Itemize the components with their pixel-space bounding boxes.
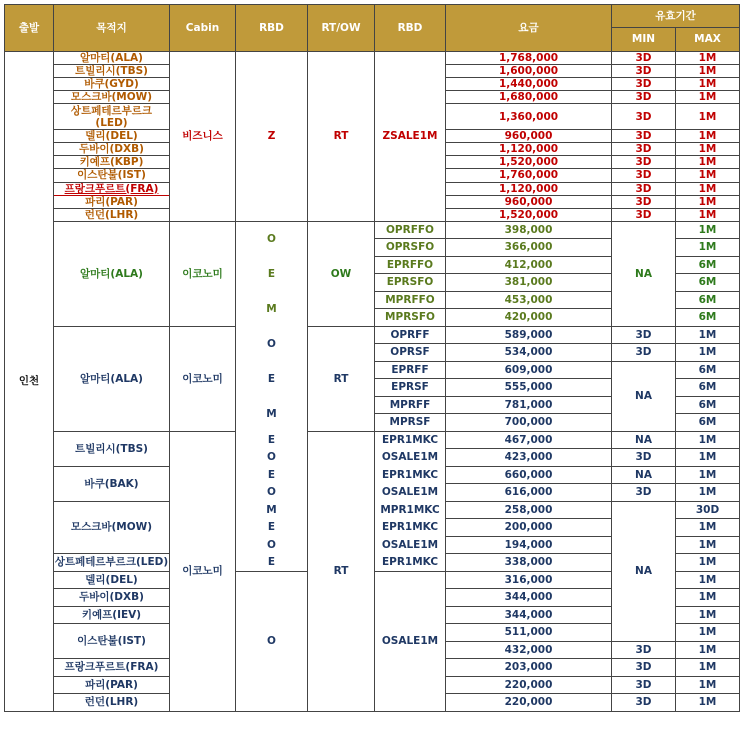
rt-rbd: M [236, 396, 308, 431]
biz-max: 1M [676, 91, 740, 104]
rt-max: 6M [676, 396, 740, 414]
rt-fare: 700,000 [446, 414, 612, 432]
biz-max: 1M [676, 156, 740, 169]
rt-fare: 534,000 [446, 344, 612, 362]
biz-max: 1M [676, 65, 740, 78]
biz-fare: 1,600,000 [446, 65, 612, 78]
biz-dest: 바쿠(GYD) [54, 78, 170, 91]
eco-dest: 파리(PAR) [54, 676, 170, 694]
eco-rbd: E [236, 519, 308, 537]
header-min: MIN [612, 28, 676, 52]
rt-max: 6M [676, 361, 740, 379]
header-rbd2: RBD [375, 5, 446, 52]
biz-fare: 960,000 [446, 195, 612, 208]
biz-rbd: Z [236, 52, 308, 222]
eco-fare: 338,000 [446, 554, 612, 572]
biz-dest: 알마티(ALA) [54, 52, 170, 65]
biz-dest: 상트페테르부르크 (LED) [54, 104, 170, 130]
biz-max: 1M [676, 78, 740, 91]
eco-rbd2: OSALE1M [375, 484, 446, 502]
header-max: MAX [676, 28, 740, 52]
eco-min: NA [612, 431, 676, 449]
rt-fare: 609,000 [446, 361, 612, 379]
table-row [5, 431, 740, 449]
rt-rbd: O [236, 326, 308, 361]
eco-fare: 194,000 [446, 536, 612, 554]
rt-max: 6M [676, 379, 740, 397]
eco-rbd2-osale: OSALE1M [375, 571, 446, 711]
biz-fare: 1,680,000 [446, 91, 612, 104]
biz-cabin: 비즈니스 [170, 52, 236, 222]
eco-rbd2: OSALE1M [375, 449, 446, 467]
eco-max: 1M [676, 694, 740, 712]
ow-rtow: OW [308, 221, 375, 326]
biz-dest: 이스탄불(IST) [54, 169, 170, 182]
eco-max: 1M [676, 606, 740, 624]
biz-fare: 960,000 [446, 130, 612, 143]
eco-min: 3D [612, 659, 676, 677]
header-rbd: RBD [236, 5, 308, 52]
rt-fare: 589,000 [446, 326, 612, 344]
eco-dest: 런던(LHR) [54, 694, 170, 712]
eco-min: NA [612, 466, 676, 484]
biz-fare: 1,120,000 [446, 182, 612, 195]
biz-min: 3D [612, 156, 676, 169]
fare-table [4, 4, 740, 712]
eco-max: 30D [676, 501, 740, 519]
eco-min: 3D [612, 694, 676, 712]
eco-max: 1M [676, 589, 740, 607]
rt-rtow: RT [308, 326, 375, 431]
biz-min: 3D [612, 78, 676, 91]
eco-fare: 316,000 [446, 571, 612, 589]
biz-dest: 키예프(KBP) [54, 156, 170, 169]
eco-max: 1M [676, 676, 740, 694]
eco-dest: 델리(DEL) [54, 571, 170, 589]
header-cabin: Cabin [170, 5, 236, 52]
eco-rbd: E [236, 431, 308, 449]
biz-dest: 런던(LHR) [54, 208, 170, 221]
eco-max: 1M [676, 519, 740, 537]
ow-fare: 381,000 [446, 274, 612, 292]
biz-dest: 트빌리시(TBS) [54, 65, 170, 78]
ow-max: 6M [676, 256, 740, 274]
ow-rbd: E [236, 256, 308, 291]
eco-dest: 모스크바(MOW) [54, 501, 170, 554]
eco-fare: 344,000 [446, 589, 612, 607]
eco-min: 3D [612, 676, 676, 694]
eco-rbd2: EPR1MKC [375, 431, 446, 449]
biz-max: 1M [676, 195, 740, 208]
origin-cell: 인천 [5, 52, 54, 712]
biz-dest: 델리(DEL) [54, 130, 170, 143]
biz-dest: 파리(PAR) [54, 195, 170, 208]
eco-max: 1M [676, 536, 740, 554]
eco-fare: 423,000 [446, 449, 612, 467]
eco-dest: 두바이(DXB) [54, 589, 170, 607]
header-dest: 목적지 [54, 5, 170, 52]
eco-rbd2: EPR1MKC [375, 554, 446, 572]
eco-max: 1M [676, 641, 740, 659]
biz-fare: 1,440,000 [446, 78, 612, 91]
rt-max: 1M [676, 326, 740, 344]
eco-rbd: E [236, 466, 308, 484]
rt-cabin: 이코노미 [170, 326, 236, 431]
eco-max: 1M [676, 554, 740, 572]
biz-fare: 1,520,000 [446, 208, 612, 221]
eco-dest: 키예프(IEV) [54, 606, 170, 624]
biz-fare: 1,360,000 [446, 104, 612, 130]
rt-min-na: NA [612, 361, 676, 431]
biz-min: 3D [612, 208, 676, 221]
biz-min: 3D [612, 182, 676, 195]
header-validity: 유효기간 [612, 5, 740, 28]
ow-fare: 412,000 [446, 256, 612, 274]
eco-max: 1M [676, 449, 740, 467]
ow-fare: 366,000 [446, 239, 612, 257]
ow-rbd2: OPRFFO [375, 221, 446, 239]
eco-rbd: M [236, 501, 308, 519]
ow-rbd2: MPRSFO [375, 309, 446, 327]
eco-rbd: O [236, 484, 308, 502]
eco-fare: 344,000 [446, 606, 612, 624]
eco-min-na: NA [612, 501, 676, 641]
eco-max: 1M [676, 466, 740, 484]
eco-rbd: O [236, 449, 308, 467]
ow-max: 1M [676, 221, 740, 239]
eco-rbd2: MPR1MKC [375, 501, 446, 519]
eco-min: 3D [612, 641, 676, 659]
biz-dest: 모스크바(MOW) [54, 91, 170, 104]
eco-fare: 616,000 [446, 484, 612, 502]
eco-max: 1M [676, 659, 740, 677]
biz-fare: 1,120,000 [446, 143, 612, 156]
biz-max: 1M [676, 130, 740, 143]
biz-max: 1M [676, 52, 740, 65]
ow-rbd2: OPRSFO [375, 239, 446, 257]
eco-dest: 바쿠(BAK) [54, 466, 170, 501]
rt-min: 3D [612, 326, 676, 344]
rt-fare: 555,000 [446, 379, 612, 397]
header-rtow: RT/OW [308, 5, 375, 52]
ow-fare: 420,000 [446, 309, 612, 327]
biz-fare: 1,768,000 [446, 52, 612, 65]
eco-rbd2: EPR1MKC [375, 519, 446, 537]
eco-fare: 220,000 [446, 676, 612, 694]
biz-dest: 프랑크푸르트(FRA) [54, 182, 170, 195]
eco-rbd-o: O [236, 571, 308, 711]
rt-rbd2: EPRSF [375, 379, 446, 397]
eco-cabin: 이코노미 [170, 431, 236, 711]
eco-min: 3D [612, 484, 676, 502]
header-origin: 출발 [5, 5, 54, 52]
eco-dest: 상트페테르부르크(LED) [54, 554, 170, 572]
biz-max: 1M [676, 182, 740, 195]
table-row [5, 326, 740, 344]
rt-rbd2: MPRSF [375, 414, 446, 432]
biz-dest: 두바이(DXB) [54, 143, 170, 156]
eco-dest: 프랑크푸르트(FRA) [54, 659, 170, 677]
ow-max: 6M [676, 291, 740, 309]
rt-rbd: E [236, 361, 308, 396]
ow-fare: 398,000 [446, 221, 612, 239]
biz-max: 1M [676, 143, 740, 156]
biz-fare: 1,760,000 [446, 169, 612, 182]
rt-rbd2: OPRSF [375, 344, 446, 362]
ow-rbd2: MPRFFO [375, 291, 446, 309]
eco-fare: 432,000 [446, 641, 612, 659]
ow-max: 1M [676, 239, 740, 257]
eco-fare: 660,000 [446, 466, 612, 484]
header-fare: 요금 [446, 5, 612, 52]
ow-rbd: O [236, 221, 308, 256]
biz-min: 3D [612, 91, 676, 104]
biz-fare: 1,520,000 [446, 156, 612, 169]
eco-rbd: O [236, 536, 308, 554]
eco-dest: 이스탄불(IST) [54, 624, 170, 659]
biz-rbd2: ZSALE1M [375, 52, 446, 222]
biz-max: 1M [676, 104, 740, 130]
ow-min: NA [612, 221, 676, 326]
ow-max: 6M [676, 274, 740, 292]
biz-min: 3D [612, 195, 676, 208]
rt-rbd2: MPRFF [375, 396, 446, 414]
biz-min: 3D [612, 104, 676, 130]
eco-fare: 200,000 [446, 519, 612, 537]
ow-fare: 453,000 [446, 291, 612, 309]
eco-rbd2: OSALE1M [375, 536, 446, 554]
rt-max: 6M [676, 414, 740, 432]
biz-max: 1M [676, 208, 740, 221]
biz-min: 3D [612, 169, 676, 182]
ow-rbd2: EPRSFO [375, 274, 446, 292]
ow-max: 6M [676, 309, 740, 327]
eco-fare: 467,000 [446, 431, 612, 449]
eco-fare: 203,000 [446, 659, 612, 677]
rt-dest: 알마티(ALA) [54, 326, 170, 431]
biz-rtow: RT [308, 52, 375, 222]
biz-min: 3D [612, 130, 676, 143]
rt-max: 1M [676, 344, 740, 362]
rt-min: 3D [612, 344, 676, 362]
eco-fare: 258,000 [446, 501, 612, 519]
eco-fare: 220,000 [446, 694, 612, 712]
biz-min: 3D [612, 52, 676, 65]
eco-max: 1M [676, 431, 740, 449]
eco-max: 1M [676, 484, 740, 502]
eco-max: 1M [676, 571, 740, 589]
biz-min: 3D [612, 143, 676, 156]
rt-rbd2: EPRFF [375, 361, 446, 379]
eco-max: 1M [676, 624, 740, 642]
rt-rbd2: OPRFF [375, 326, 446, 344]
eco-rbd2: EPR1MKC [375, 466, 446, 484]
eco-rtow: RT [308, 431, 375, 711]
eco-min: 3D [612, 449, 676, 467]
table-row [5, 52, 740, 65]
eco-fare: 511,000 [446, 624, 612, 642]
table-row [5, 221, 740, 239]
biz-min: 3D [612, 65, 676, 78]
biz-max: 1M [676, 169, 740, 182]
ow-dest: 알마티(ALA) [54, 221, 170, 326]
eco-rbd: E [236, 554, 308, 572]
ow-cabin: 이코노미 [170, 221, 236, 326]
ow-rbd: M [236, 291, 308, 326]
eco-dest: 트빌리시(TBS) [54, 431, 170, 466]
rt-fare: 781,000 [446, 396, 612, 414]
ow-rbd2: EPRFFO [375, 256, 446, 274]
